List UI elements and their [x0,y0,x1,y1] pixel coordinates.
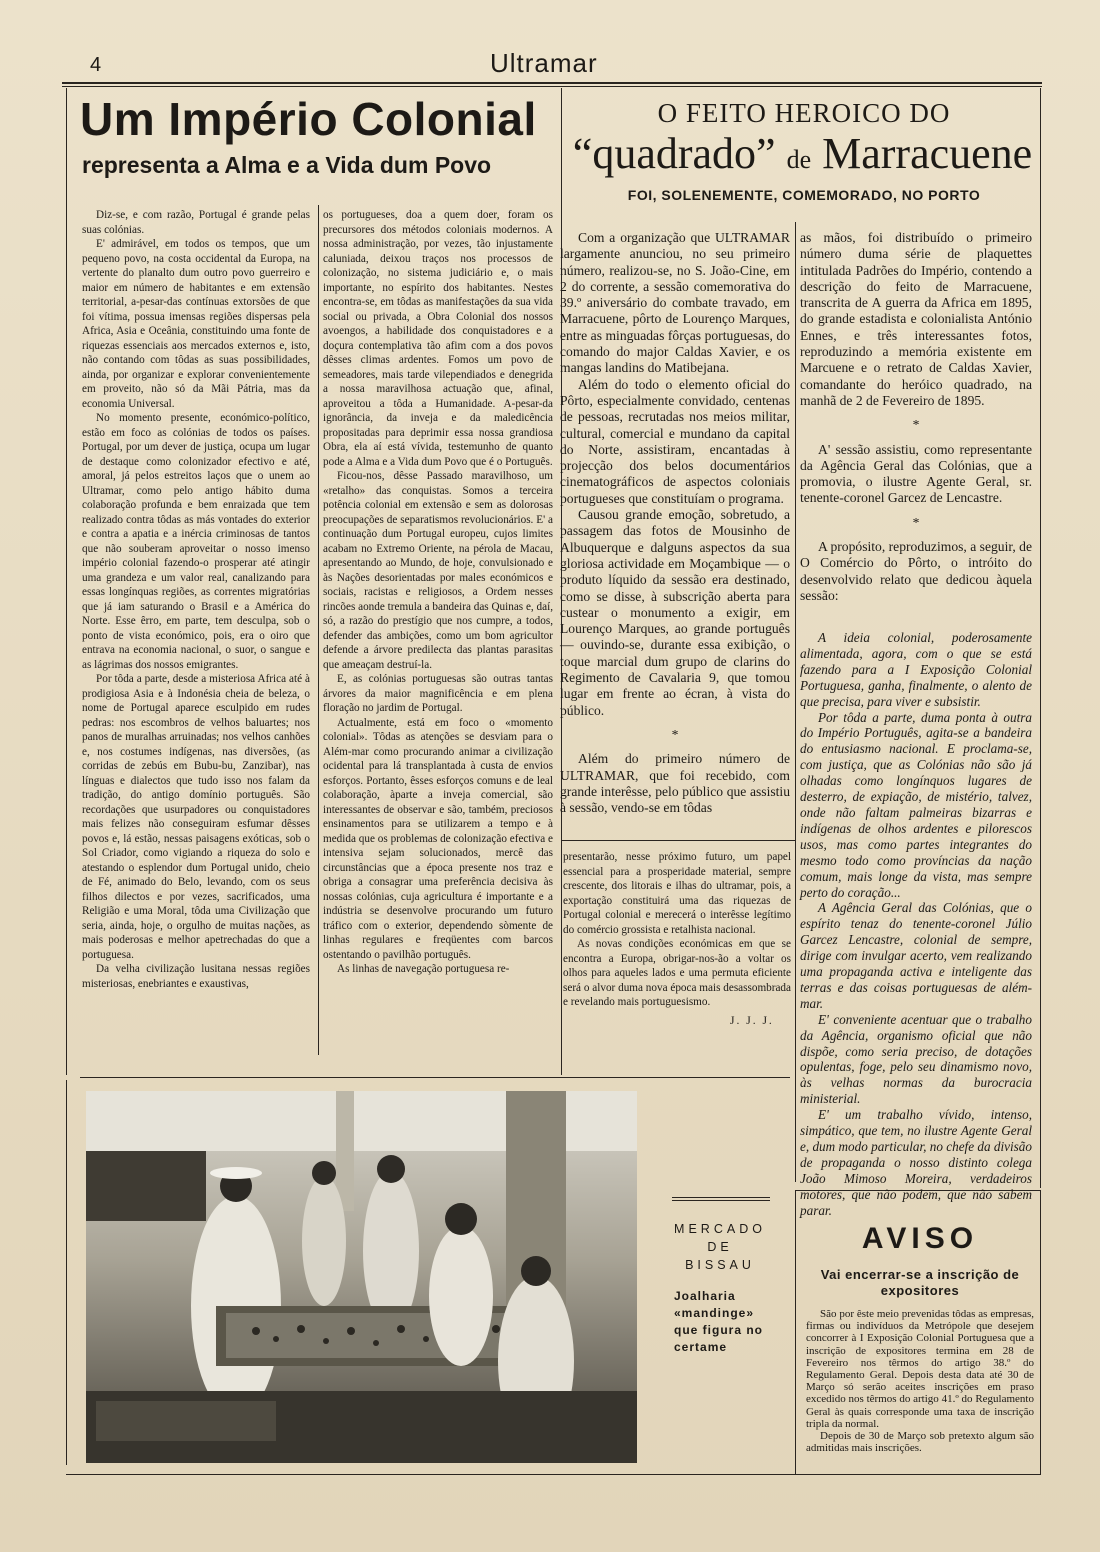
aviso-text [806,1308,1034,1454]
aviso-subtitle: Vai encerrar-se a inscrição de expositores [820,1267,1020,1298]
photo-rule [80,1077,790,1078]
paragraph: E, as colónias portuguesas são outras tantas árvores da maior magnificência e em plena floração no jardim de Portugal. [323,673,553,714]
paragraph: A Agência Geral das Colónias, que o espírito tenaz do tenente-coronel Júlio Garcez Lencastre, colonial de sempre, dirige com invulgar acerto, vem realizando uma propaganda activa e inteligente das terras e das coisas portuguesas de além-mar. [800,900,1032,1011]
article1-column-3 [563,850,791,1010]
article2-column-a [560,230,790,816]
article2-column-b [800,230,1032,604]
article1-title: Um Império Colonial [80,93,537,145]
paragraph: As linhas de navegação portuguesa re- [337,963,510,975]
paragraph: Causou grande emoção, sobretudo, a passagem das fotos de Mousinho de Albuquerque e dalguns aspectos da sua gloriosa actividade em Moçambique — o produto líquido da sessão era destinado, como se disse, à subscrição aberta para custear o monumento a exigir, em Lourenço Marques, ao grande português — ouvindo-se, durante essa exibição, o toque marcial dum grupo de clarins do Regimento de Cavalaria 9, que tomou lugar em frente ao écran, à vista do público. [560,507,790,718]
left-border [66,88,67,1075]
top-rule-thin [62,86,1042,87]
paragraph: Por tôda a parte, desde a misteriosa Africa até à prodigiosa Asia e à Indonésia cheia de beleza, o nome de Portugal aparece esculpido em rudes pedras: nos escombros de velhos baluartes; nos panos de muralhas arruinadas; nos velhos canhões e, nos costumes indígenas, nas diversões, (as corridas de zebús em Bubu-bu, Zanzibar), nas línguas e dialectos que tudo isso nos falam da tradição, do antigo domínio português. São recordações que usurpadores ou conquistadores mais felizes não conseguiram esfumar dêsses povos e, lá estão, nessas paisagens exóticas, sob o Sol Criador, como vigiando a riqueza do solo e atestando o esplendor dum Portugal unido, cheio de Fé, animado do Belo, levando, com os seus filhos dilectos e por vezes, sacrificados, uma Religião e uma Moral, tôda uma Civilização que seria, ainda, hoje, o orgulho de muitas nações, as mais poderosas e melhor apetrechadas do que a portuguesa. [82,673,310,961]
paragraph: presentarão, nesse próximo futuro, um papel essencial para a prosperidade material, sempre crescente, dos litorais e ilhas do ultramar, pois, a exportação constituirá uma das riquezas de Portugal colonial e merecerá o interêsse legítimo do comércio grossista e retalhista nacional. [563,851,791,936]
article1-signature: J. J. J. [730,1015,774,1027]
article2-kicker: O FEITO HEROICO DO [657,98,951,128]
aviso-right-border [1040,1190,1041,1475]
caption-title-line: MERCADO [674,1222,766,1236]
section-rule [562,840,795,841]
masthead: Ultramar [490,48,598,78]
article2-title [565,128,1040,179]
title-marracuene: Marracuene [822,129,1033,178]
paragraph: Actualmente, está em foco o «momento colonial». Tôdas as atenções se desviam para o Além-mar como procurando animar a civilização ocidental para lá transplantada à custa de envios esforços. Portanto, êsses esforços comuns e de leal colaboração, àparte a inveja comercial, são interessantes de observar e são, também, preciosos ensinamentos para se utilizarem a tempo e à medida que os problemas de colonização efectiva e intensiva sejam solucionados, mercê das circunstâncias que a época presente nos traz e obriga a consagrar uma preferência decisiva às nossas colónias, cuja agricultura é importante e a indústria se desenvolve procurando um futuro tráfico com o exterior, dependendo sòmente de linhas regulares e freqüentes com barcos ostentando o pavilhão português. [323,716,553,961]
paragraph: São por êste meio prevenidas tôdas as empresas, firmas ou indivíduos da Metrópole que desejem concorrer à I Exposição Colonial Portuguesa que a inscrição de expositores termina em 28 de Fevereiro nos têrmos do artigo 38.º do Regulamento Geral. Depois desta data até 30 de Março só serão aceites inscrições em praso excedido nos têrmos do artigo 41.º do Regulamento Geral às quais corresponde uma taxa de inscrição tripla da normal. [806,1308,1034,1430]
paragraph: Por tôda a parte, duma ponta à outra do Império Português, agita-se a bandeira do entusiasmo nacional. E proclama-se, com justiça, que as Colónias não são já olhadas como longínquos lugares de desterro, de expiação, de mistério, talvez, onde não faltam palmeiras bizarras e indígenas de olhos ardentes e pilorescos usos, mas como partes integrantes do mesmo todo como províncias da nação comum, mais longe da vista, mas sempre perto do coração... [800,709,1032,900]
paragraph: Da velha civilização lusitana nessas regiões misteriosas, enebriantes e exaustivas, [82,963,310,990]
market-photo-image [86,1091,637,1463]
paragraph: As novas condições económicas em que se encontra a Europa, obrigar-nos-ão a voltar os olhos para aqueles lados e uma permuta eficiente será o alvor duma nova época mais desassombrada e revelando mais portuguesismo. [563,938,791,1008]
paragraph: Diz-se, e com razão, Portugal é grande pelas suas colónias. [82,209,310,236]
caption-title-line: BISSAU [685,1258,755,1272]
paragraph: E' conveniente acentuar que o trabalho da Agência, organismo oficial que não dispõe, como seria preciso, de dotações opulentas, foge, pelo seu dinamismo novo, às velhas normas da burocracia ministerial. [800,1011,1032,1107]
paragraph: A ideia colonial, poderosamente alimentada, agora, com o que se está fazendo para a I Exposição Colonial Portuguesa, ganha, finalmente, o alento de que precisa, para viver e subsistir. [800,630,1032,709]
aviso-left-border [795,1190,796,1475]
col-divider-2 [795,222,796,1182]
bottom-rule [66,1474,1040,1475]
paragraph: No momento presente, económico-político, estão em foco as colónias de todos os países. Portugal, por um dever de justiça, ocupa um lugar de destaque como colonizador efectivo e até, amoral, já pelos estreitos laços que o unem ao Ultramar, como pelo antigo hábito duma colaboração profunda e bem enraizada que tem realizado contra tôdas as más vontades do exterior e contra a apatia e a inércia criminosas de tantos que não souberam aproveitar o nosso imenso império colonial fazendo-o prosperar até atingir uma grandeza e um valor real, canalizando para essas longínquas regiões, as correntes migratórias que já iam saturando o Brasil e a América do Norte. Esse êrro, em parte, tem desculpa, sob o ponto de vista económico, pois, era o oiro que entrava na economia nacional, o suor, o sangue e as lágrimas dos nossos emigrantes. [82,412,310,671]
paragraph: Com a organização que ULTRAMAR largamente anunciou, no seu primeiro número, realizou-se, no S. João-Cine, em 2 do corrente, a sessão comemorativa do 39.º aniversário do combate travado, em Marracuene, pôrto de Lourenço Marques, entre as minguadas fôrças portuguesas, do comando do major Caldas Xavier, e os mangas landins do Matibejana. [560,230,790,376]
top-rule [62,82,1042,84]
article2-subtitle: FOI, SOLENEMENTE, COMEMORADO, NO PORTO [627,187,981,203]
caption-description: Joalharia «mandinge» que figura no certame [674,1289,763,1354]
left-border-bottom [66,1080,67,1465]
caption-rule-top [672,1197,770,1198]
right-border [1040,88,1041,1188]
paragraph: Ficou-nos, dêsse Passado maravilhoso, um «retalho» das conquistas. Somos a terceira potência colonial em extensão e sem as dolorosas preocupações de separatismos revolucionários. E' a continuação dum Portugal europeu, cujos limites acabam no Extremo Oriente, na pérola de Macau, apresentando ao Mundo, de hoje, convulsionado e às Nações desorientadas por males económicos e sociais, racistas e religiosos, a Ordem nesses rincões aonde tremula a bandeira das Quinas e, daí, só, a razão do prestígio que nos cumpre, a todos, defender das ambições, como um bom agricultor defende a árvore predilecta das plantas parasitas que ameaçam destruí-la. [323,470,553,671]
separator-star: * [912,514,920,530]
col-divider-1 [318,205,319,1055]
article2-quote [800,630,1032,1219]
photo-caption [668,1220,772,1356]
article1-column-2 [323,208,553,977]
article1-subtitle: representa a Alma e a Vida dum Povo [82,152,492,178]
paragraph: Depois de 30 de Março sob pretexto algum são admitidas mais inscrições. [806,1430,1034,1455]
market-photo [86,1091,637,1463]
paragraph: as mãos, foi distribuído o primeiro número duma série de plaquettes intitulada Padrões do Império, contendo a descrição do feito de Marracuene, transcrita de A guerra da Africa em 1895, do grande estadista e colonialista António Ennes, e três interessantes fotos, reproduzindo a memória existente em Marcuene e o retrato de Caldas Xavier, comandante do heróico quadrado, na manhã de 2 de Fevereiro de 1895. [800,230,1032,408]
article1-column-1 [82,208,310,991]
paragraph: Além do todo o elemento oficial do Pôrto, especialmente convidado, centenas de pessoas, recrutadas nos meios militar, cultural, comercial e mundano da capital do Norte, assistiram, encantadas à projecção dos belos documentários cinematográficos de aspectos coloniais portugueses que constituíam o programa. [560,376,790,506]
aviso-title: AVISO [861,1222,979,1255]
separator-star: * [912,417,920,433]
caption-title-line: DE [707,1240,733,1254]
paragraph: E' um trabalho vívido, intenso, simpático, que tem, no ilustre Agente Geral e, dum modo particular, no chefe da divisão de propaganda o nosso distinto colega João Mimoso Moreira, verdadeiros motores, que não podem, que não sabem parar. [800,1107,1032,1218]
paragraph: A propósito, reproduzimos, a seguir, de O Comércio do Pôrto, o intróito do desenvolvido relato que dedicou àquela sessão: [800,539,1032,603]
caption-rule-top2 [672,1200,770,1201]
paragraph: E' admirável, em todos os tempos, que um pequeno povo, na costa occidental da Europa, na vertente do planalto dum outro povo guerreiro e maior em número de habitantes e em extensão territorial, a-pesar-das contínuas extorsões de que foi vítima, possua imensas regiões dispersas pela Africa, Asia e Oceânia, constituindo uma fonte de riquezas essenciais aos mercados externos e, isto, não contando com tôdas as suas possibilidades, ainda, por organizar e explorar convenientemente em proveito, não só da Mãi Pátria, mas da economia Universal. [82,238,310,410]
page-number: 4 [90,54,102,76]
paragraph: A' sessão assistiu, como representante da Agência Geral das Colónias, que a promovia, o ilustre Agente Geral, sr. tenente-coronel Garcez de Lencastre. [800,441,1032,506]
paragraph: os portugueses, doa a quem doer, foram os precursores dos métodos coloniais modernos. A nossa administração, por vezes, tão injustamente caluniada, deixou traços nos processos de colonização, no sistema judiciário e, o mais importante, no espírito dos habitantes. Nestes encontra-se, em tôdas as manifestações da sua vida social ou privada, a Obra Colonial dos nossos avoengos, a habilidade dos conquistadores e a doçura contemplativa tão afim com a dos povos dêsses climas ardentes. Fomos um povo de semeadores, mais tarde vilependiados e denegrida a nossa maravilhosa actuação que, afinal, aproveitou a tôda a Humanidade. A-pesar-da ignorância, da inveja e da maledicência propositadas para deprimir essa nossa grandiosa Obra, ela aí está vívida, testemunho de quanto pode a Alma e a Vida dum Povo que é o Português. [323,209,553,468]
title-de: de [786,145,812,174]
paragraph: Além do primeiro número de ULTRAMAR, que foi recebido, com grande interêsse, pelo público que assistiu à sessão, vendo-se em tôdas [560,751,790,816]
title-quadrado: “quadrado” [572,129,776,178]
separator-star: * [671,726,679,742]
